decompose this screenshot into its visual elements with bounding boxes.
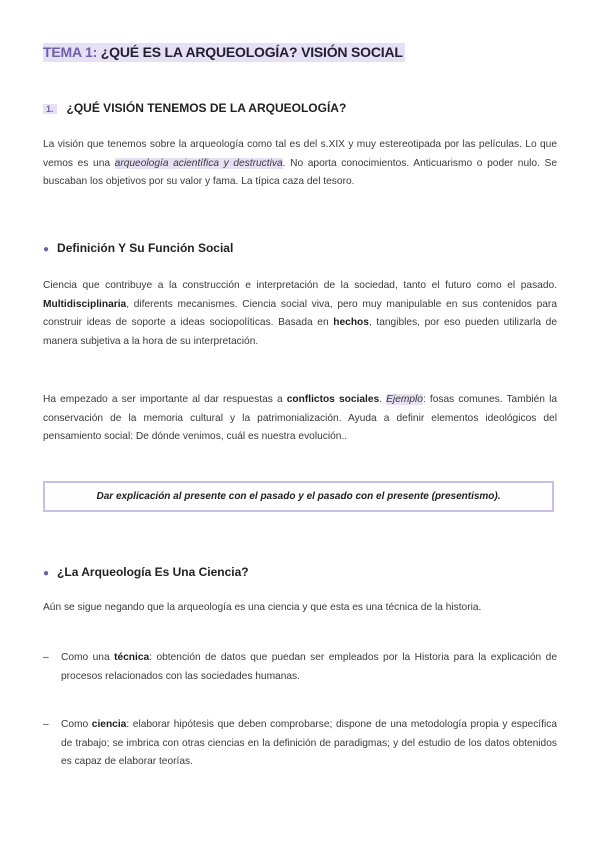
list-item-tecnica [43,649,557,686]
paragraph-text: Ha empezado a ser importante al dar respuestas a [43,394,287,405]
dash-icon: – [43,652,49,663]
section-1-heading [43,101,346,115]
title-prefix: TEMA 1: [43,44,98,60]
bold-term: técnica [114,652,150,663]
section-1-number: 1. [43,104,57,114]
section-2-paragraph-1 [43,277,557,351]
page-title [43,43,405,62]
paragraph-text: Ciencia que contribuye a la construcción e interpretación de la sociedad, tanto el futuro como el pasado. [43,280,557,291]
section-3-heading [43,565,249,579]
paragraph-text: : obtención de datos que puedan ser empleados por la Historia para la explicación de procesos relacionados con las sociedades humanas. [61,652,557,682]
paragraph-text: . No aporta conocimientos. Anticuarismo o poder nulo. Se buscaban los objetivos por su valor y fama. La típica caza del tesoro. [43,157,557,187]
paragraph-text: . [379,394,387,405]
list-item-text [61,649,557,686]
bullet-icon: ● [43,568,50,579]
section-2-heading [43,241,233,255]
bold-term: Multidisciplinaria [43,298,127,310]
bold-term: conflictos sociales [286,394,380,405]
paragraph-text: La visión que tenemos sobre la arqueología como tal es del s.XIX y muy estereotipada por las películas. Lo que vemos es una [43,139,557,169]
section-2-heading-text: Definición Y Su Función Social [57,241,234,255]
quote-box: Dar explicación al presente con el pasado y el pasado con el presente (presentismo). [43,481,554,512]
paragraph-text: , tangibles, por eso pueden utilizarla de manera subjetiva a la hora de su interpretación. [43,317,557,347]
paragraph-text: , diferents mecanismes. Ciencia social viva, pero muy manipulable en sus contenidos para construir ideas de soporte a ideas sociopolíticas. Basada en [43,298,557,328]
bold-term: ciencia [91,719,127,730]
list-item-text [61,716,557,772]
list-item-ciencia [43,716,557,772]
section-1-paragraph [43,136,557,192]
highlighted-phrase: arqueología acientífica y destructiva [114,157,283,169]
highlighted-phrase: Ejemplo [386,394,423,405]
paragraph-text: : fosas comunes. También la conservación de la memoria cultural y la patrimonialización. Ayuda a definir elementos ideológicos del pensamiento social: De dónde venimos, cuál es nuestra evolución.. [43,394,558,442]
section-1-heading-text: ¿QUÉ VISIÓN TENEMOS DE LA ARQUEOLOGÍA? [66,101,347,115]
bold-term: hechos [333,317,369,328]
section-2-paragraph-2 [43,391,557,447]
section-3-heading-text: ¿La Arqueología Es Una Ciencia? [57,565,249,579]
section-3-paragraph: Aún se sigue negando que la arqueología es una ciencia y que esta es una técnica de la historia. [43,602,482,613]
paragraph-text: Como una [61,652,115,663]
bullet-icon: ● [43,244,50,255]
paragraph-text: Como [61,719,92,730]
dash-icon: – [43,719,49,730]
title-text: ¿QUÉ ES LA ARQUEOLOGÍA? VISIÓN SOCIAL [100,44,403,60]
paragraph-text: : elaborar hipótesis que deben comprobarse; dispone de una metodología propia y específica de trabajo; se imbrica con otras ciencias en la definición de paradigmas; y del estudio de los datos obtenidos es capaz de elaborar teorías. [61,719,557,767]
